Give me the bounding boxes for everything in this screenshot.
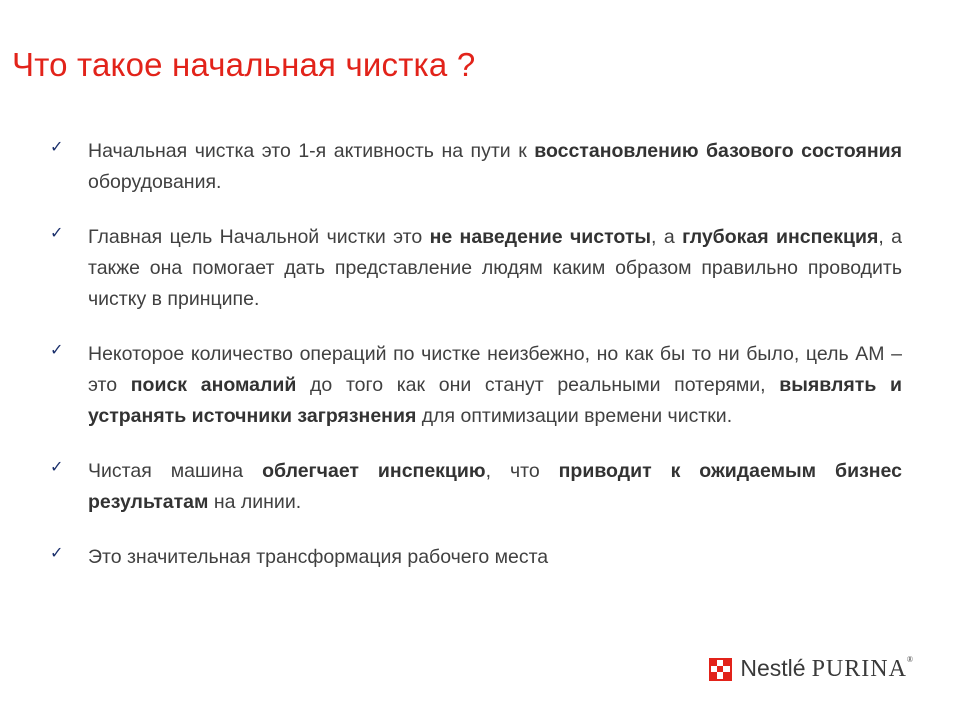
- bullet-emphasis: поиск аномалий: [130, 374, 297, 396]
- bullet-item: [50, 136, 902, 198]
- checkmark-icon: ✓: [50, 340, 64, 359]
- bullet-item: [50, 339, 902, 432]
- bullet-text: [88, 456, 902, 518]
- bullet-item: [50, 542, 902, 573]
- bullet-emphasis: приводит к ожидаемым бизнес результатам: [88, 460, 902, 513]
- bullet-text: [88, 542, 902, 573]
- bullet-emphasis: глубокая инспекция: [682, 226, 879, 248]
- logo-nestle-text: Nestlé: [740, 655, 806, 681]
- bullet-emphasis: не наведение чистоты: [429, 226, 652, 248]
- checkmark-icon: ✓: [50, 457, 64, 476]
- bullet-text: [88, 222, 902, 315]
- slide-title: Что такое начальная чистка ?: [12, 46, 476, 83]
- checkmark-icon: ✓: [50, 137, 64, 156]
- bullet-run: для оптимизации времени чистки.: [416, 405, 733, 427]
- bullet-emphasis: восстановлению базового состояния: [534, 140, 902, 162]
- bullet-emphasis: выявлять и устранять источники загрязнения: [88, 374, 902, 427]
- bullet-run: на линии.: [208, 491, 302, 513]
- bullet-run: , а: [651, 226, 683, 248]
- logo-wordmark: [740, 655, 913, 683]
- bullet-run: до того как они станут реальными потерями,: [296, 374, 780, 396]
- bullet-emphasis: облегчает инспекцию: [262, 460, 486, 482]
- bullet-run: Это значительная трансформация рабочего места: [88, 546, 549, 568]
- bullet-run: Начальная чистка это 1-я активность на пути к: [88, 140, 535, 162]
- bullet-item: [50, 222, 902, 315]
- bullet-text: [88, 136, 902, 198]
- bullet-item: [50, 456, 902, 518]
- bullet-run: , что: [485, 460, 559, 482]
- checkerboard-logo-icon: [709, 658, 732, 681]
- nestle-purina-logo: [709, 655, 913, 683]
- bullet-run: Чистая машина: [88, 460, 263, 482]
- bullet-text: [88, 339, 902, 432]
- logo-purina-text: PURINA: [811, 656, 907, 682]
- logo-trademark: ®: [906, 655, 913, 664]
- bullet-list: [50, 136, 902, 573]
- bullet-run: Некоторое количество операций по чистке неизбежно, но как бы то ни было, цель АМ – это: [88, 343, 902, 396]
- checkmark-icon: ✓: [50, 223, 64, 242]
- bullet-run: Главная цель Начальной чистки это: [88, 226, 430, 248]
- bullet-run: , а также она помогает дать представление людям каким образом правильно проводить чистку в принципе.: [88, 226, 902, 310]
- bullet-run: оборудования.: [88, 171, 222, 193]
- checkmark-icon: ✓: [50, 543, 64, 562]
